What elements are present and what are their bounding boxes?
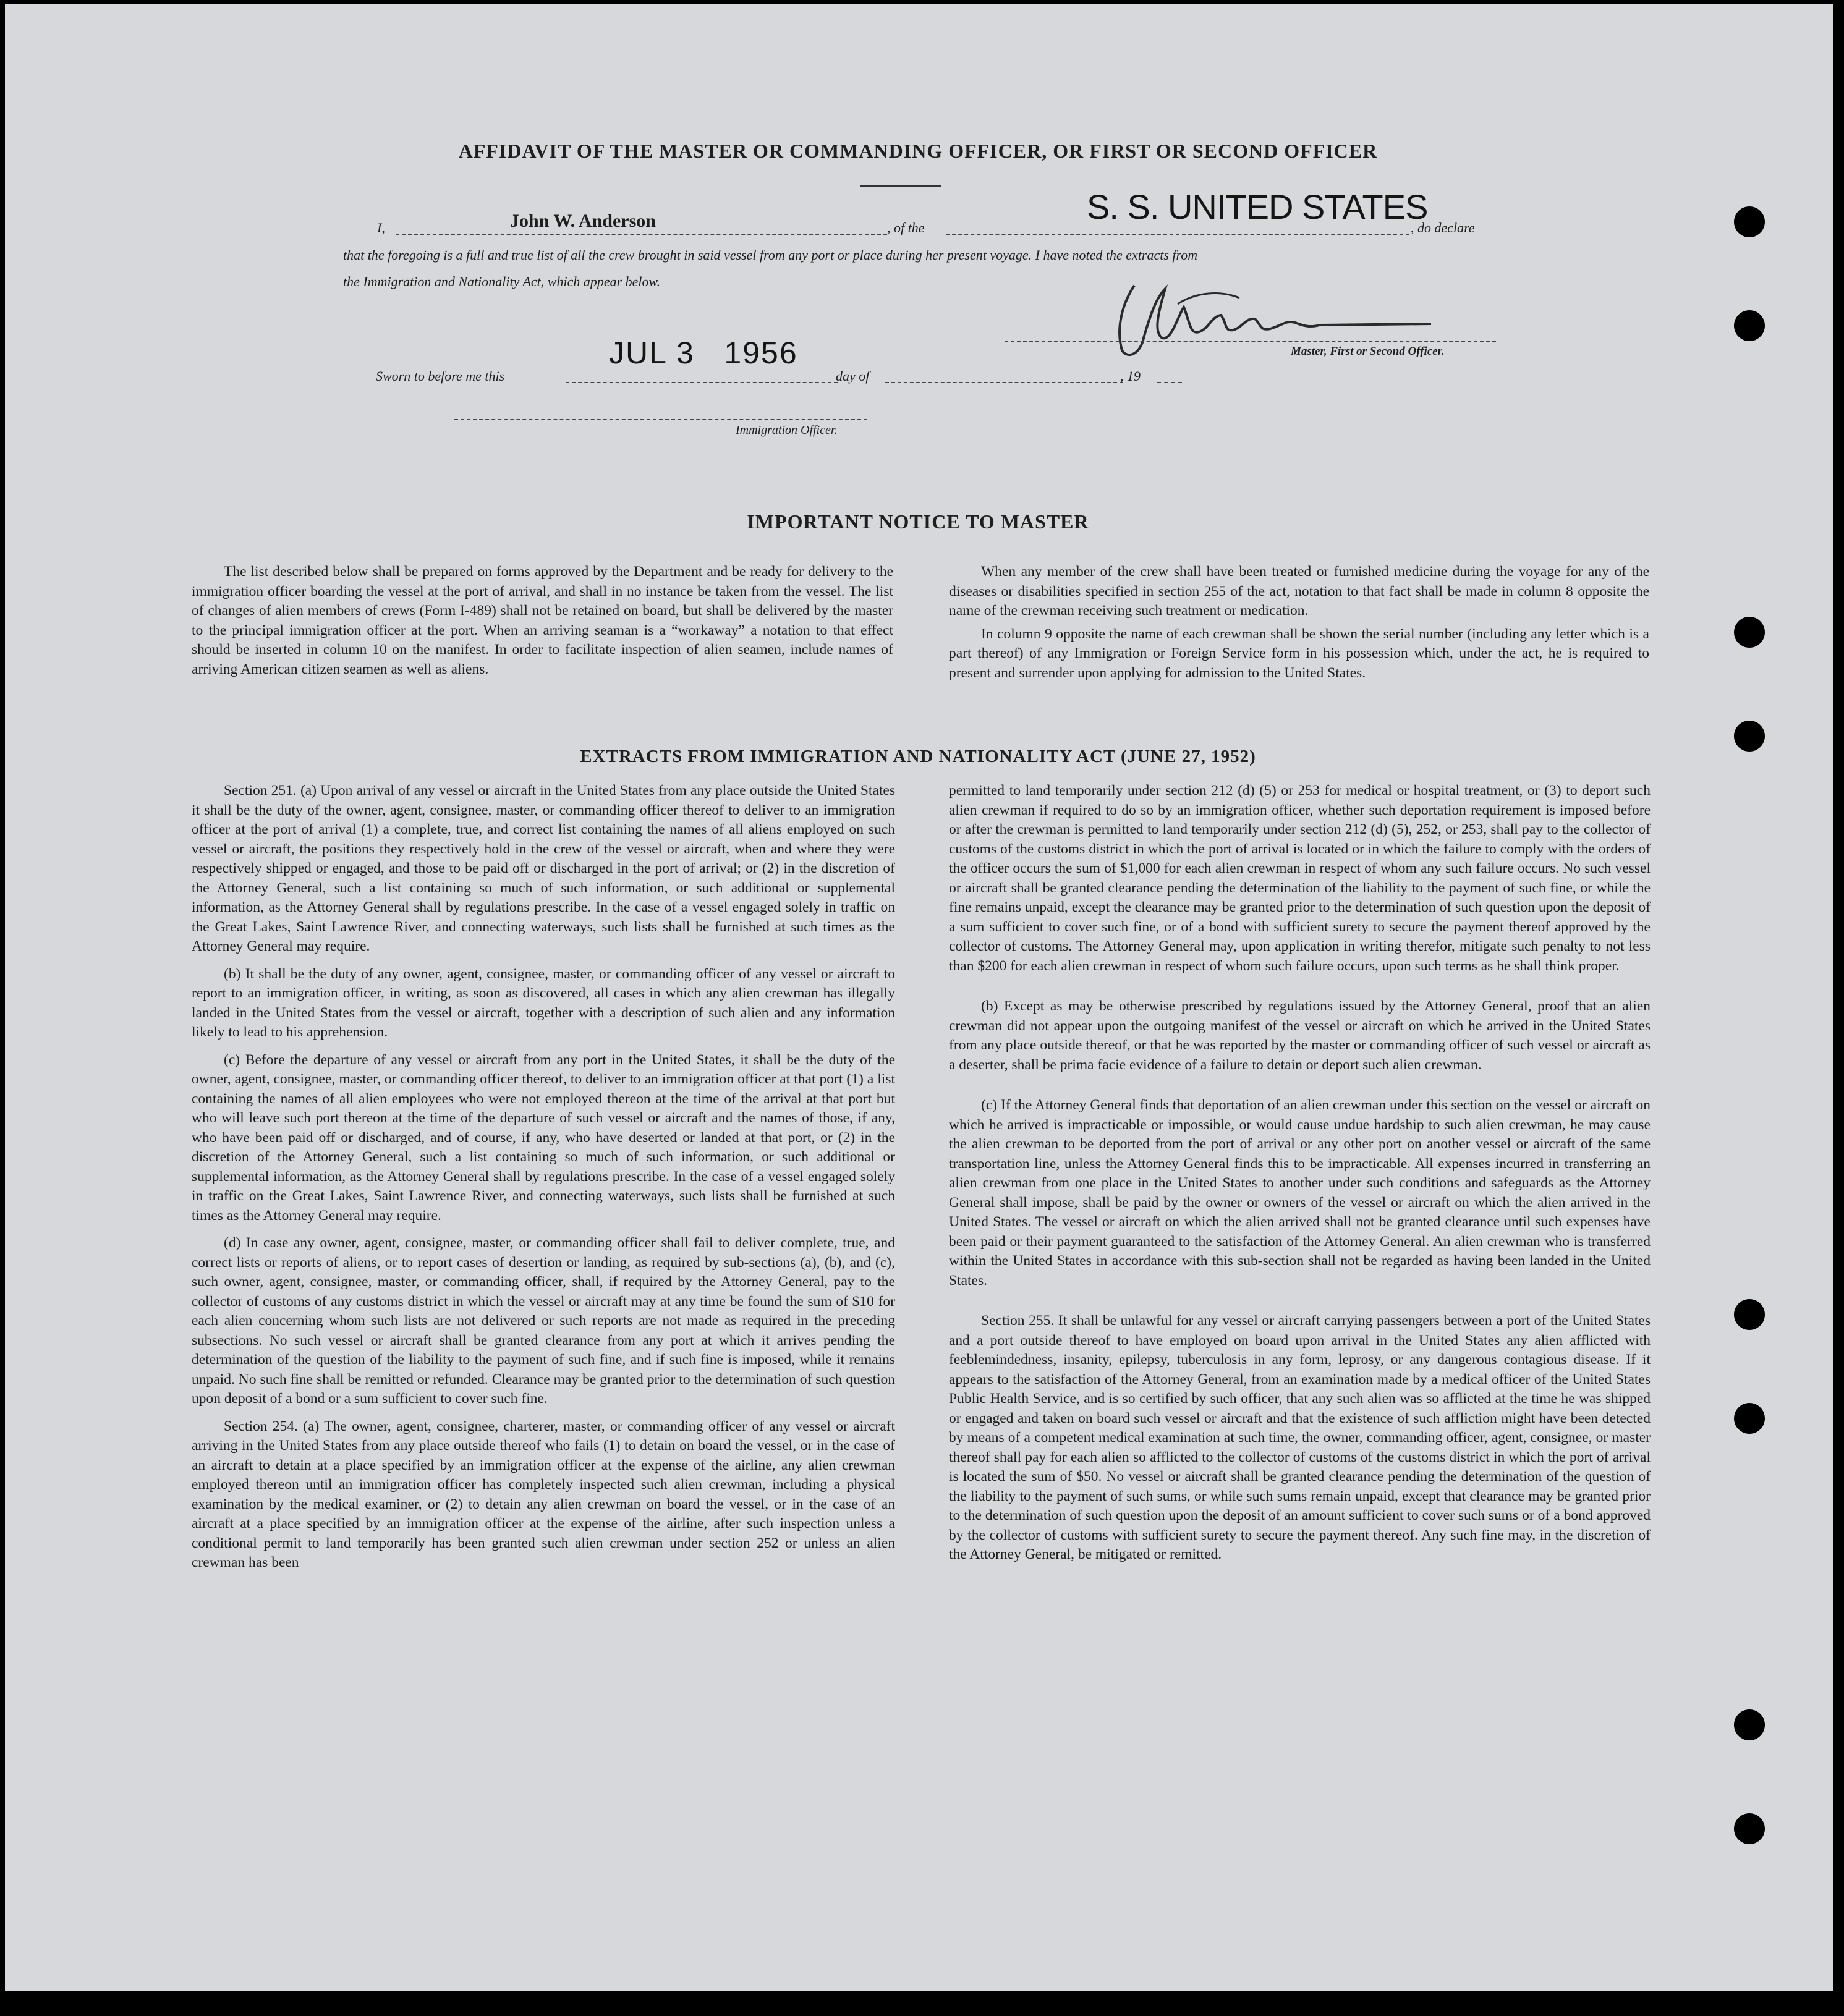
name-line bbox=[396, 234, 887, 235]
extracts-left-column bbox=[192, 781, 895, 1581]
section-251-d: (d) In case any owner, agent, consignee, master, or commanding officer shall fail to deliver complete, true, and correct lists or reports of aliens, or to report cases of desertion or landing, as required by sub-sections (a), (b), and (c), such owner, agent, consignee, master, or commanding officer, shall, if required by the Attorney General, pay to the collector of customs of any customs district in which the vessel or aircraft may at any time be found the sum of $10 for each alien concerning whom such lists are not delivered or such reports are not made as required in the preceding subsections. No such vessel or aircraft shall be granted clearance from any port at which it arrives pending the determination of the question of the liability to the payment of such fine, and if such fine is imposed, while it remains unpaid. No such fine shall be remitted or refunded. Clearance may be granted prior to the determination of such question upon deposit of a bond or a sum sufficient to cover such fine. bbox=[192, 1235, 895, 1407]
do-declare-label: , do declare bbox=[1411, 220, 1475, 235]
of-the-label: , of the bbox=[887, 220, 925, 235]
punch-hole bbox=[1734, 1709, 1765, 1740]
punch-hole bbox=[1734, 206, 1765, 237]
title-divider bbox=[860, 185, 941, 187]
section-254-b: (b) Except as may be otherwise prescribed by regulations issued by the Attorney General, proof that an alien crewman did not appear upon the outgoing manifest of the vessel or aircraft on which he arrived in the United States from any place outside thereof, or that he was reported by the master or commanding officer of such vessel or aircraft as a deserter, shall be prima facie evidence of a failure to detain or deport such alien crewman. bbox=[949, 998, 1651, 1073]
punch-hole bbox=[1734, 310, 1765, 341]
vessel-line bbox=[946, 234, 1409, 235]
section-254-c: (c) If the Attorney General finds that deportation of an alien crewman under this section on the vessel or aircraft on which he arrived is impracticable or impossible, or would cause undue hardship to such alien crewman, he may cause the alien crewman to be deported from the port of arrival or any other port on another vessel or aircraft of the same transportation line, unless the Attorney General finds this to be impracticable. All expenses incurred in transferring an alien crewman from one place in the United States to another under such conditions and safeguards as the Attorney General shall impose, shall be paid by the owner or owners of the vessel or aircraft on which the alien arrived in the United States. The vessel or aircraft on which the alien arrived shall not be granted clearance until such expenses have been paid or their payment guaranteed to the satisfaction of the Attorney General. An alien crewman who is transferred within the United States in accordance with this sub-section shall not be regarded as having been landed in the United States. bbox=[949, 1097, 1651, 1289]
section-251-c: (c) Before the departure of any vessel or aircraft from any port in the United States, it shall be the duty of the owner, agent, consignee, master, or commanding officer thereof, to deliver to an immigration officer at that port (1) a list containing the names of all alien employees who were not employed thereon at the time of the arrival at that port but who will leave such port thereon at the time of the departure of such vessel or aircraft and the names of those, if any, who have been paid off or discharged, and of course, if any, who have deserted or landed at that port, or (2) in the discretion of the Attorney General, such a list containing so much of such information, or such additional or supplemental information, as the Attorney General shall by regulations prescribe. In the case of a vessel engaged solely in traffic on the Great Lakes, Saint Lawrence River, and connecting waterways, such lists shall be furnished at such times as the Attorney General may require. bbox=[192, 1051, 895, 1224]
year-label: , 19 bbox=[1120, 368, 1141, 384]
notice-right-paragraph-1: When any member of the crew shall have been treated or furnished medicine during the voyage for any of the diseases or disabilities specified in section 255 of the act, notation to that fact shall be made in column 8 opposite the name of the crewman receiving such treatment or medication. bbox=[949, 564, 1649, 619]
immigration-officer-caption: Immigration Officer. bbox=[736, 423, 838, 437]
extracts-title: EXTRACTS FROM IMMIGRATION AND NATIONALITY ACT (JUNE 27, 1952) bbox=[580, 747, 1256, 766]
affidavit-title: AFFIDAVIT OF THE MASTER OR COMMANDING OFFICER, OR FIRST OR SECOND OFFICER bbox=[458, 140, 1378, 162]
notice-right-paragraph-2: In column 9 opposite the name of each crewman shall be shown the serial number (including any letter which is a part thereof) of any Immigration or Foreign Service form in his possession which, under the act, he is required to present and surrender upon applying for admission to the United States. bbox=[949, 625, 1649, 681]
declaration-line-1: that the foregoing is a full and true list of all the crew brought in said vessel from any port or place during her present voyage. I have noted the extracts from bbox=[343, 247, 1198, 263]
section-251-b: (b) It shall be the duty of any owner, agent, consignee, master, or commanding officer of any vessel or aircraft to report to an immigration officer, in writing, as soon as discovered, all cases in which any alien crewman has illegally landed in the United States from the vessel or aircraft, together with a description of such alien and any information likely to lead to his apprehension. bbox=[192, 965, 895, 1040]
punch-hole bbox=[1734, 1403, 1765, 1434]
notice-title: IMPORTANT NOTICE TO MASTER bbox=[747, 510, 1089, 533]
sworn-year-line bbox=[1157, 382, 1182, 383]
immigration-officer-line bbox=[454, 419, 867, 420]
signature-caption: Master, First or Second Officer. bbox=[1291, 345, 1445, 358]
declaration-line-2: the Immigration and Nationality Act, which appear below. bbox=[343, 274, 661, 289]
punch-hole bbox=[1734, 1813, 1765, 1844]
extracts-right-column bbox=[949, 781, 1651, 1573]
sworn-day-line bbox=[566, 382, 838, 383]
section-251-a: Section 251. (a) Upon arrival of any vessel or aircraft in the United States from any place outside the United States it shall be the duty of the owner, agent, consignee, master, or commanding officer thereof to deliver to an immigration officer at the port of arrival (1) a complete, true, and correct list containing the names of all aliens employed on such vessel or aircraft, the positions they respectively hold in the crew of the vessel or aircraft, when and where they were respectively shipped or engaged, and those to be paid off or discharged in the port of arrival; or (2) in the discretion of the Attorney General, such a list containing so much of such information, or such additional or supplemental information, as the Attorney General shall by regulations prescribe. In the case of a vessel engaged solely in traffic on the Great Lakes, Saint Lawrence River, and connecting waterways, such lists shall be furnished at such times as the Attorney General may require. bbox=[192, 782, 895, 954]
punch-hole bbox=[1734, 617, 1765, 648]
notice-left-paragraph: The list described below shall be prepared on forms approved by the Department and be ready for delivery to the immigration officer boarding the vessel at the port of arrival, and shall in no instance be taken from the vessel. The list of changes of alien members of crews (Form I-489) shall not be retained on board, but shall be delivered by the master to the principal immigration officer at the port. When an arriving seaman is a “workaway” a notation to that effect should be inserted in column 10 on the manifest. In order to facilitate inspection of alien seamen, include names of arriving American citizen seamen as well as aliens. bbox=[192, 564, 893, 677]
vessel-name: S. S. UNITED STATES bbox=[1087, 187, 1428, 226]
sworn-month-line bbox=[885, 382, 1123, 383]
day-of-label: day of bbox=[836, 368, 870, 384]
sworn-date-stamp: JUL 3 1956 bbox=[609, 336, 798, 370]
punch-hole bbox=[1734, 1299, 1765, 1330]
i-label: I, bbox=[377, 220, 385, 235]
sworn-label: Sworn to before me this bbox=[376, 368, 505, 384]
signature-line bbox=[1005, 341, 1496, 342]
notice-left-column bbox=[192, 562, 893, 687]
section-254-a: Section 254. (a) The owner, agent, consignee, charterer, master, or commanding officer of any vessel or aircraft arriving in the United States from any place outside thereof who fails (1) to detain on board the vessel, or in the case of an aircraft to detain at a place specified by an immigration officer at the expense of the airline, any alien crewman employed thereon until an immigration officer has completely inspected such alien crewman, including a physical examination by the medical examiner, or (2) to detain any alien crewman on board the vessel, or in the case of an aircraft at a place specified by an immigration officer at the expense of the airline, after such inspection unless a conditional permit to land temporarily has been granted such alien crewman under section 252 or unless an alien crewman has been bbox=[192, 1418, 895, 1570]
notice-right-column bbox=[949, 562, 1649, 691]
master-name: John W. Anderson bbox=[510, 211, 656, 231]
section-254-a-continued: permitted to land temporarily under section 212 (d) (5) or 253 for medical or hospital treatment, or (3) to deport such alien crewman if required to do so by an immigration officer, whether such deportation requirement is imposed before or after the crewman is permitted to land temporarily under section 212 (d) (5), 252, or 253, shall pay to the collector of customs of the customs district in which the port of arrival is located or in which the failure to comply with the orders of the officer occurs the sum of $1,000 for each alien crewman in respect of whom any such failure occurs. No such vessel or aircraft shall be granted clearance pending the determination of the liability to the payment of such fine, or while the fine remains unpaid, except the clearance may be granted prior to the determination of such question upon the deposit of a sum sufficient to cover such fine, or of a bond with sufficient surety to secure the payment thereof approved by the collector of customs. The Attorney General may, upon application in writing therefor, mitigate such penalty to not less than $200 for each alien crewman in respect of whom such failure occurs, upon such terms as he shall think proper. bbox=[949, 782, 1651, 974]
section-255: Section 255. It shall be unlawful for any vessel or aircraft carrying passengers between a port of the United States and a port outside thereof to have employed on board upon arrival in the United States any alien afflicted with feeblemindedness, insanity, epilepsy, tuberculosis in any form, leprosy, or any dangerous contagious disease. If it appears to the satisfaction of the Attorney General, from an examination made by a medical officer of the United States Public Health Service, and is so certified by such officer, that any such alien was so afflicted at the time he was shipped or engaged and taken on board such vessel or aircraft and that the existence of such affliction might have been detected by means of a competent medical examination at such time, the owner, commanding officer, agent, consignee, or master thereof shall pay for each alien so afflicted to the collector of customs of the customs district in which the port of arrival is located the sum of $50. No vessel or aircraft shall be granted clearance pending the determination of the question of the liability to the payment of such sums, or while such sums remain unpaid, except that clearance may be granted prior to the determination of such question upon the deposit of an amount sufficient to cover such sums or of a bond approved by the collector of customs with sufficient surety to secure the payment thereof. Any such fine may, in the discretion of the Attorney General, be mitigated or remitted. bbox=[949, 1313, 1651, 1562]
